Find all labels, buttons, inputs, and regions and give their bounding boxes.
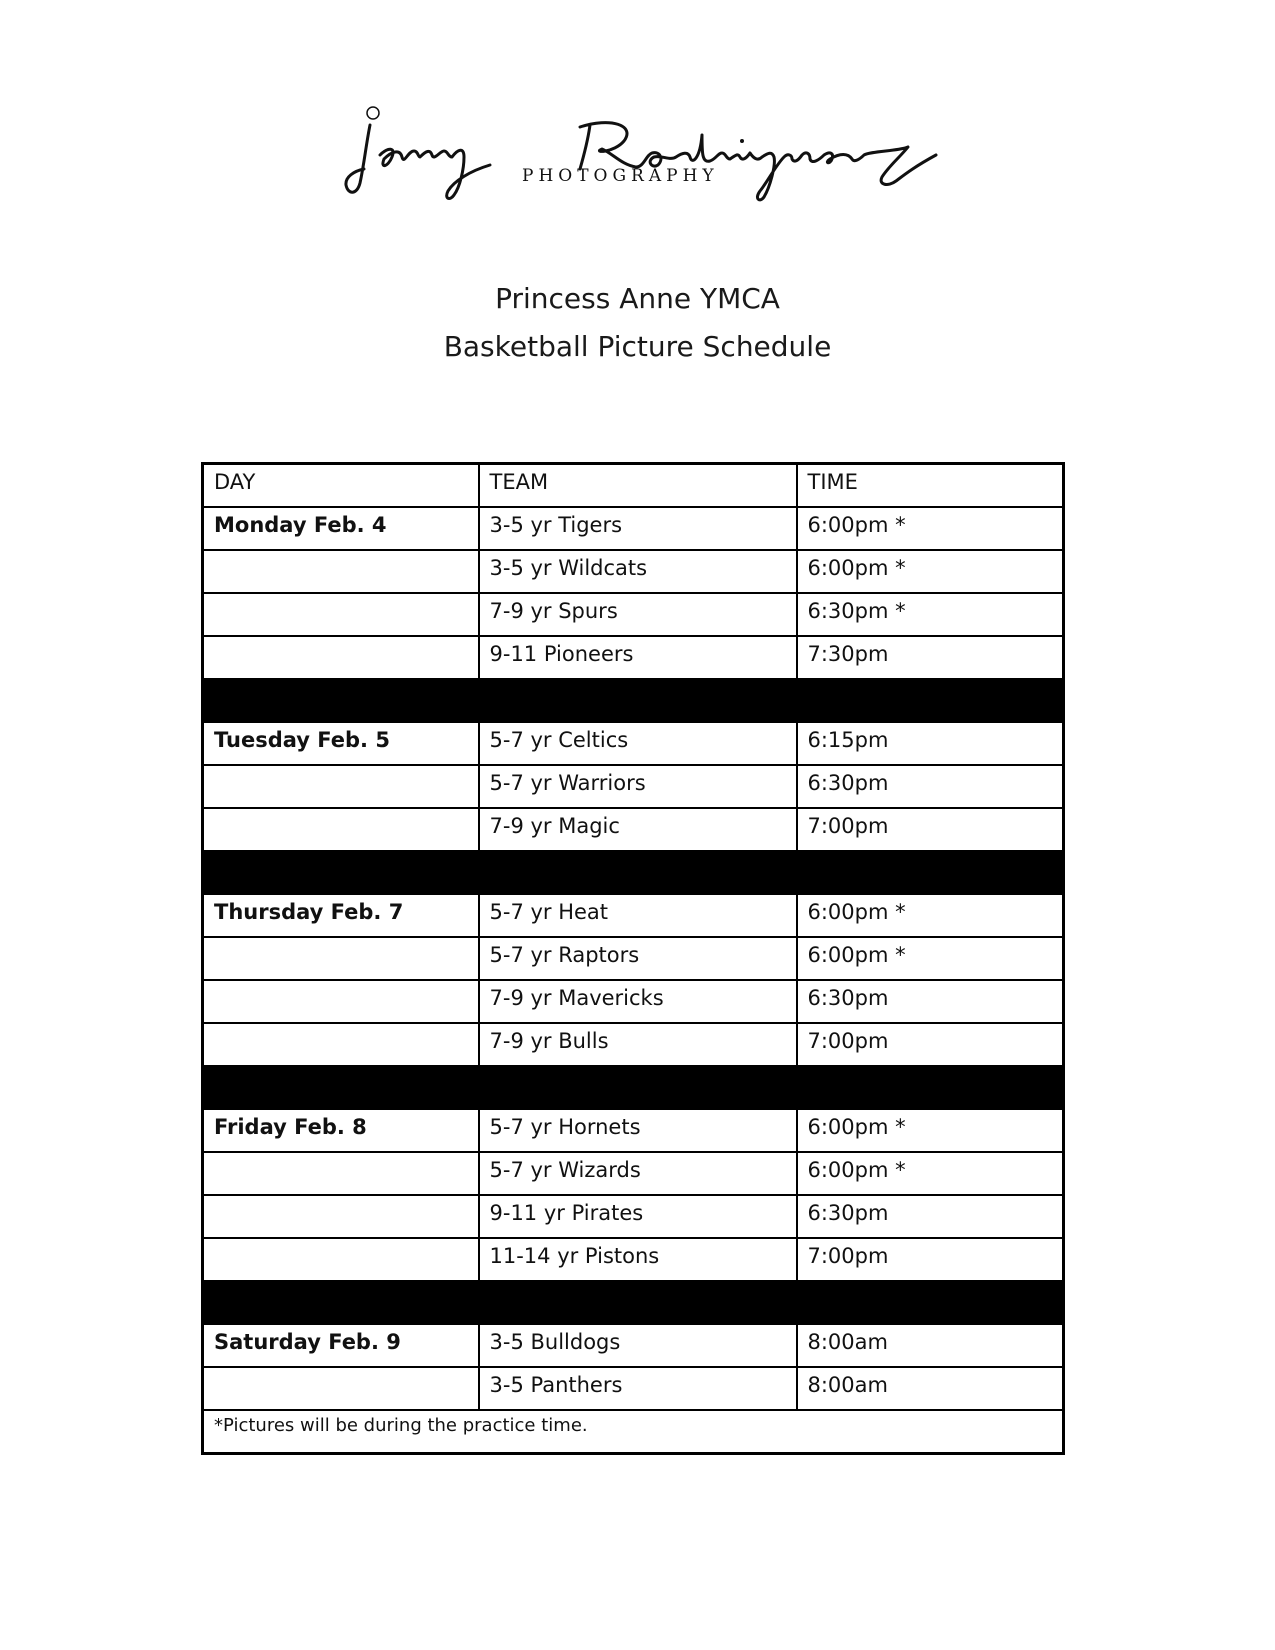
separator-cell xyxy=(797,1066,1064,1109)
time-cell: 7:00pm xyxy=(797,808,1064,851)
table-row xyxy=(203,980,1064,1023)
separator-cell xyxy=(479,1066,797,1109)
separator-cell xyxy=(203,1066,479,1109)
separator-cell xyxy=(479,679,797,722)
time-cell: 6:00pm * xyxy=(797,937,1064,980)
day-cell xyxy=(203,636,479,679)
table-row xyxy=(203,1023,1064,1066)
day-cell xyxy=(203,1152,479,1195)
separator-cell xyxy=(479,1281,797,1324)
team-cell: 5-7 yr Heat xyxy=(479,894,797,937)
day-cell xyxy=(203,1023,479,1066)
page-title-organization: Princess Anne YMCA xyxy=(495,282,780,315)
logo-subtext: PHOTOGRAPHY xyxy=(522,166,719,186)
time-cell: 6:30pm xyxy=(797,980,1064,1023)
time-cell: 7:00pm xyxy=(797,1023,1064,1066)
table-row xyxy=(203,550,1064,593)
day-cell xyxy=(203,1367,479,1410)
day-cell: Monday Feb. 4 xyxy=(203,507,479,550)
time-cell: 6:30pm * xyxy=(797,593,1064,636)
header-day: DAY xyxy=(203,464,479,508)
day-cell xyxy=(203,808,479,851)
footnote-row xyxy=(203,1410,1064,1454)
table-row xyxy=(203,1324,1064,1367)
page-title-schedule: Basketball Picture Schedule xyxy=(443,330,832,363)
table-row xyxy=(203,1238,1064,1281)
team-cell: 3-5 Bulldogs xyxy=(479,1324,797,1367)
separator-cell xyxy=(203,679,479,722)
team-cell: 5-7 yr Celtics xyxy=(479,722,797,765)
header-team: TEAM xyxy=(479,464,797,508)
day-separator-row xyxy=(203,679,1064,722)
team-cell: 5-7 yr Wizards xyxy=(479,1152,797,1195)
day-separator-row xyxy=(203,851,1064,894)
team-cell: 5-7 yr Warriors xyxy=(479,765,797,808)
team-cell: 3-5 yr Tigers xyxy=(479,507,797,550)
day-cell xyxy=(203,1238,479,1281)
day-cell: Tuesday Feb. 5 xyxy=(203,722,479,765)
day-cell xyxy=(203,765,479,808)
picture-schedule-table xyxy=(201,462,1065,1455)
time-cell: 7:30pm xyxy=(797,636,1064,679)
separator-cell xyxy=(797,679,1064,722)
table-row xyxy=(203,507,1064,550)
table-row xyxy=(203,593,1064,636)
day-cell xyxy=(203,550,479,593)
team-cell: 7-9 yr Magic xyxy=(479,808,797,851)
time-cell: 8:00am xyxy=(797,1324,1064,1367)
separator-cell xyxy=(797,1281,1064,1324)
table-row xyxy=(203,1152,1064,1195)
day-cell: Saturday Feb. 9 xyxy=(203,1324,479,1367)
day-separator-row xyxy=(203,1066,1064,1109)
time-cell: 7:00pm xyxy=(797,1238,1064,1281)
time-cell: 6:00pm * xyxy=(797,550,1064,593)
table-row xyxy=(203,1195,1064,1238)
signature-logo-graphic xyxy=(340,95,980,220)
time-cell: 6:15pm xyxy=(797,722,1064,765)
time-cell: 8:00am xyxy=(797,1367,1064,1410)
table-row xyxy=(203,765,1064,808)
table-row xyxy=(203,1109,1064,1152)
day-separator-row xyxy=(203,1281,1064,1324)
table-row xyxy=(203,937,1064,980)
time-cell: 6:00pm * xyxy=(797,1152,1064,1195)
day-cell xyxy=(203,1195,479,1238)
time-cell: 6:30pm xyxy=(797,1195,1064,1238)
team-cell: 5-7 yr Raptors xyxy=(479,937,797,980)
time-cell: 6:00pm * xyxy=(797,507,1064,550)
separator-cell xyxy=(797,851,1064,894)
team-cell: 7-9 yr Spurs xyxy=(479,593,797,636)
time-cell: 6:30pm xyxy=(797,765,1064,808)
day-cell xyxy=(203,593,479,636)
day-cell xyxy=(203,980,479,1023)
table-row xyxy=(203,636,1064,679)
team-cell: 9-11 yr Pirates xyxy=(479,1195,797,1238)
table-row xyxy=(203,722,1064,765)
day-cell: Friday Feb. 8 xyxy=(203,1109,479,1152)
table-row xyxy=(203,894,1064,937)
table-row xyxy=(203,1367,1064,1410)
time-cell: 6:00pm * xyxy=(797,894,1064,937)
team-cell: 7-9 yr Mavericks xyxy=(479,980,797,1023)
schedule-table-body xyxy=(203,464,1064,1454)
team-cell: 7-9 yr Bulls xyxy=(479,1023,797,1066)
photographer-logo xyxy=(340,95,980,220)
team-cell: 5-7 yr Hornets xyxy=(479,1109,797,1152)
day-cell xyxy=(203,937,479,980)
day-cell: Thursday Feb. 7 xyxy=(203,894,479,937)
time-cell: 6:00pm * xyxy=(797,1109,1064,1152)
footnote-text: *Pictures will be during the practice time. xyxy=(203,1410,1064,1454)
table-header-row xyxy=(203,464,1064,508)
team-cell: 9-11 Pioneers xyxy=(479,636,797,679)
separator-cell xyxy=(203,1281,479,1324)
header-time: TIME xyxy=(797,464,1064,508)
separator-cell xyxy=(203,851,479,894)
separator-cell xyxy=(479,851,797,894)
team-cell: 3-5 Panthers xyxy=(479,1367,797,1410)
team-cell: 11-14 yr Pistons xyxy=(479,1238,797,1281)
table-row xyxy=(203,808,1064,851)
team-cell: 3-5 yr Wildcats xyxy=(479,550,797,593)
